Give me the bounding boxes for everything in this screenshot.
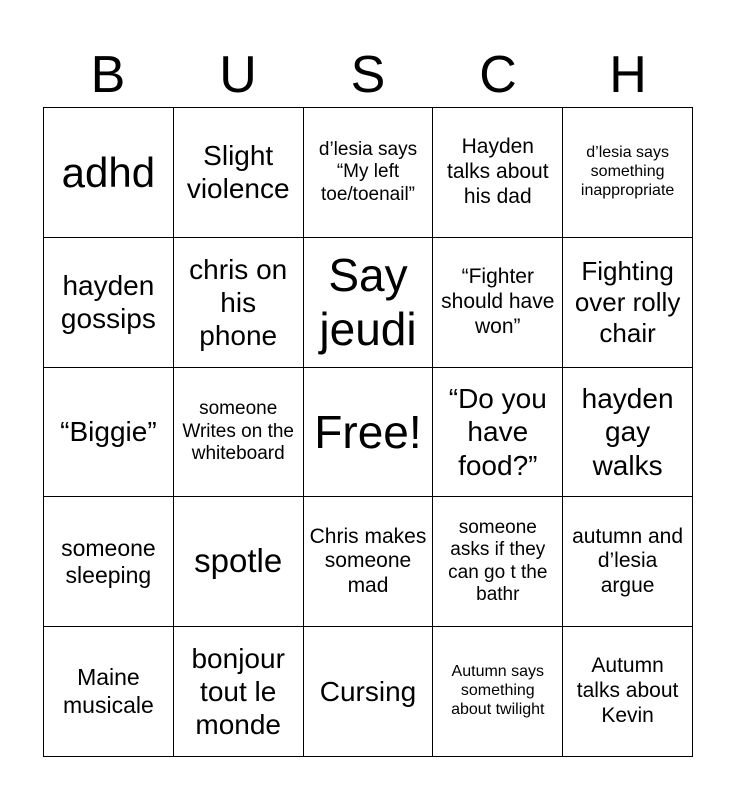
cell-text: Cursing xyxy=(319,676,417,708)
cell-text: Maine musicale xyxy=(63,664,154,718)
header-letter-u: U xyxy=(219,46,257,104)
cell-text: someone Writes on the whiteboard xyxy=(182,398,294,465)
bingo-cell-r5-c3[interactable] xyxy=(304,627,434,757)
cell-text: someone asks if they can go t the bathr xyxy=(448,516,548,606)
cell-text: “Biggie” xyxy=(60,416,157,448)
cell-text: bonjour tout le monde xyxy=(191,643,285,741)
cell-text: hayden gay walks xyxy=(581,383,674,481)
bingo-cell-r1-c5[interactable] xyxy=(563,108,693,238)
bingo-cell-r5-c5[interactable] xyxy=(563,627,693,757)
bingo-cell-r2-c1[interactable] xyxy=(44,238,174,368)
bingo-cell-r1-c2[interactable] xyxy=(174,108,304,238)
header-letter-b: B xyxy=(90,46,126,104)
free-space-cell[interactable] xyxy=(304,368,434,498)
bingo-grid xyxy=(43,107,693,757)
bingo-cell-r1-c3[interactable] xyxy=(304,108,434,238)
cell-text: d’lesia says something inappropriate xyxy=(580,144,675,199)
cell-text: Autumn says something about twilight xyxy=(451,663,545,719)
cell-text: “Do you have food?” xyxy=(448,383,547,481)
cell-text: “Fighter should have won” xyxy=(441,265,555,338)
bingo-cell-r1-c4[interactable] xyxy=(433,108,563,238)
bingo-cell-r3-c5[interactable] xyxy=(563,368,693,498)
cell-text: spotle xyxy=(194,542,283,580)
cell-text: autumn and d’lesia argue xyxy=(572,524,684,598)
cell-text: Autumn talks about Kevin xyxy=(576,654,679,727)
bingo-cell-r4-c4[interactable] xyxy=(433,497,563,627)
bingo-cell-r3-c2[interactable] xyxy=(174,368,304,498)
bingo-cell-r5-c1[interactable] xyxy=(44,627,174,757)
cell-text: Slight violence xyxy=(186,140,290,205)
cell-text: Say jeudi xyxy=(319,248,417,356)
cell-text: Fighting over rolly chair xyxy=(574,256,681,348)
bingo-cell-r3-c4[interactable] xyxy=(433,368,563,498)
cell-text: hayden gossips xyxy=(60,270,156,335)
bingo-cell-r5-c2[interactable] xyxy=(174,627,304,757)
bingo-cell-r4-c3[interactable] xyxy=(304,497,434,627)
cell-text: Hayden talks about his dad xyxy=(447,135,549,208)
bingo-cell-r1-c1[interactable] xyxy=(44,108,174,238)
free-space-text: Free! xyxy=(314,405,422,458)
bingo-cell-r2-c5[interactable] xyxy=(563,238,693,368)
header-letter-s: S xyxy=(350,46,386,104)
cell-text: d’lesia says “My left toe/toenail” xyxy=(318,138,418,205)
cell-text: chris on his phone xyxy=(189,253,288,351)
bingo-cell-r3-c1[interactable] xyxy=(44,368,174,498)
bingo-header xyxy=(43,42,693,108)
header-letter-c: C xyxy=(479,46,517,104)
bingo-cell-r4-c1[interactable] xyxy=(44,497,174,627)
bingo-cell-r2-c2[interactable] xyxy=(174,238,304,368)
bingo-cell-r2-c3[interactable] xyxy=(304,238,434,368)
bingo-cell-r5-c4[interactable] xyxy=(433,627,563,757)
bingo-cell-r4-c2[interactable] xyxy=(174,497,304,627)
bingo-cell-r2-c4[interactable] xyxy=(433,238,563,368)
cell-text: Chris makes someone mad xyxy=(309,524,427,598)
bingo-cell-r4-c5[interactable] xyxy=(563,497,693,627)
cell-text: adhd xyxy=(61,148,156,196)
header-letter-h: H xyxy=(609,46,647,104)
cell-text: someone sleeping xyxy=(61,534,156,588)
